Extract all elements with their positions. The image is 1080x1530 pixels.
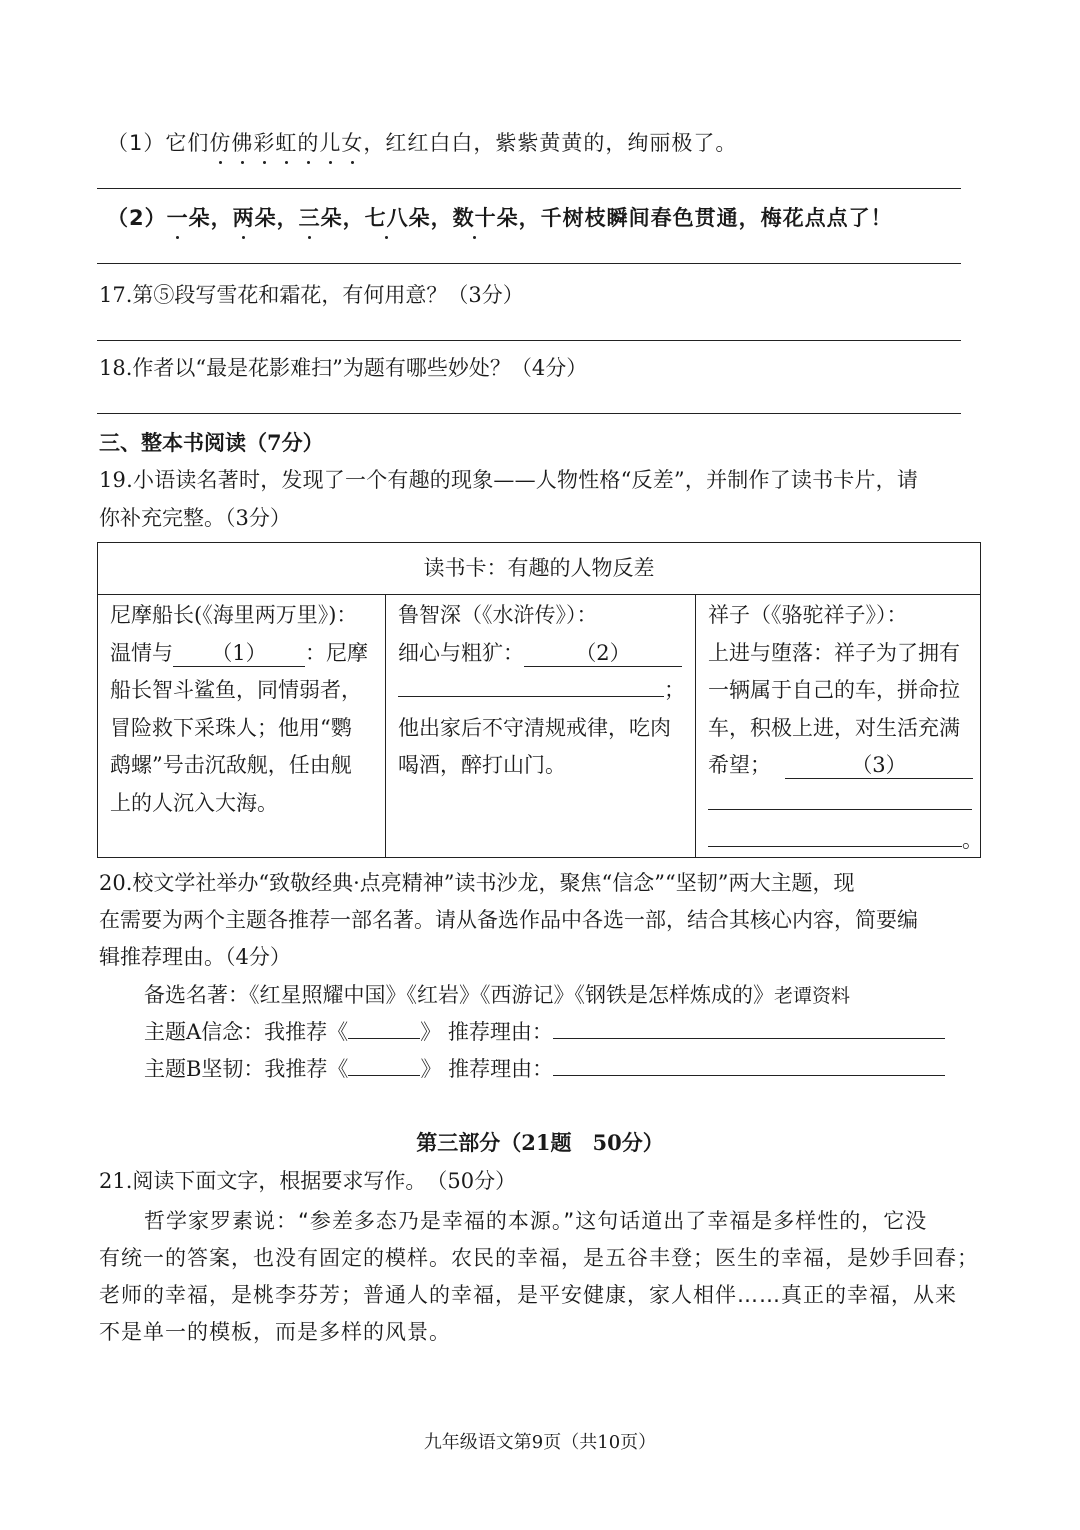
q16-item2-text: 朵， — [320, 206, 365, 230]
q20-line1: 20.校文学社举办“致敬经典·点亮精神”读书沙龙，聚焦“信念”“坚韧”两大主题，现 — [99, 871, 855, 895]
q20-line3: 辑推荐理由。（4分） — [99, 945, 291, 969]
q16-item1-prefix: （1）它们 — [107, 131, 210, 155]
section-title: 三、整本书阅读（7分） — [99, 430, 324, 455]
q20-options — [144, 980, 850, 1011]
card-text: 上进与堕落：祥子为了拥有 — [708, 640, 960, 665]
dotted-char: 一 — [167, 203, 189, 233]
q20-line2: 在需要为两个主题各推荐一部名著。请从备选作品中各选一部，结合其核心内容，简要编 — [99, 908, 918, 932]
dotted-char: 彩 — [253, 128, 275, 158]
page-footer: 九年级语文第9页（共10页） — [423, 1432, 657, 1453]
answer-blank-2[interactable]: （2） — [524, 640, 682, 667]
q21-p3: 老师的幸福，是桃李芬芳；普通人的幸福，是平安健康，家人相伴……真正的幸福，从来 — [99, 1283, 957, 1307]
reading-card-table — [97, 542, 981, 858]
card-text: 上的人沉入大海。 — [110, 790, 278, 815]
q21-line1: 21.阅读下面文字，根据要求写作。 （50分） — [99, 1169, 517, 1193]
answer-line[interactable] — [97, 340, 961, 341]
card-text: 一辆属于自己的车，拼命拉 — [708, 678, 960, 702]
card-text: 船长智斗鲨鱼，同情弱者， — [110, 678, 362, 702]
dotted-char: 仿 — [209, 128, 231, 158]
dotted-char: 数十 — [453, 203, 497, 233]
card-text-post: ：尼摩 — [305, 640, 368, 665]
q16-item2-suffix: 千树枝瞬间春色贯通，梅花点点了！ — [540, 206, 893, 230]
q16-item2-text: 朵， — [408, 206, 453, 230]
card-text: 车，积极上进，对生活充满 — [708, 715, 960, 740]
theme-a-label: 主题A信念：我推荐《 — [144, 1020, 349, 1044]
card-text — [110, 635, 375, 673]
card-text — [398, 672, 685, 710]
card-text: 喝酒，醉打山门。 — [398, 753, 566, 777]
answer-blank-1[interactable]: （1） — [173, 640, 305, 667]
card-text-pre: 温情与 — [110, 640, 173, 665]
q16-item2-text: 朵， — [254, 206, 299, 230]
answer-blank-3-cont[interactable] — [708, 846, 962, 847]
theme-b-label: 主题B坚韧：我推荐《 — [144, 1057, 349, 1081]
q21-p4: 不是单一的模板，而是多样的风景。 — [99, 1320, 451, 1344]
card-text: 冒险救下采珠人；他用“鹦 — [110, 715, 352, 740]
q16-item2 — [107, 203, 893, 233]
theme-a-reason-label: 》 推荐理由： — [420, 1020, 553, 1044]
card-text — [398, 635, 685, 673]
answer-blank-3-cont[interactable] — [708, 809, 972, 810]
card-text: 鹉螺”号击沉敌舰，任由舰 — [110, 753, 352, 777]
q16-item1-suffix: ，红红白白，紫紫黄黄的，绚丽极了。 — [363, 131, 738, 155]
card-col-nemo — [98, 595, 386, 857]
q21-p2: 有统一的答案，也没有固定的模样。农民的幸福，是五谷丰登；医生的幸福，是妙手回春； — [99, 1246, 979, 1270]
card-text-pre: 细心与粗犷： — [398, 640, 524, 665]
part-title: 第三部分（21题 50分） — [416, 1130, 664, 1155]
answer-line[interactable] — [97, 188, 961, 189]
dotted-char: 佛 — [231, 128, 253, 158]
dotted-char: 三 — [299, 203, 321, 233]
book-blank-a[interactable] — [348, 1038, 420, 1039]
card-text — [708, 747, 969, 785]
q17-text: 17.第⑤段写雪花和霜花，有何用意？（3分） — [99, 283, 524, 307]
answer-line[interactable] — [97, 263, 961, 264]
q21-p1: 哲学家罗素说：“参差多态乃是幸福的本源。”这句话道出了幸福是多样性的，它没 — [144, 1209, 928, 1233]
card-text — [708, 822, 983, 860]
q20-theme-a — [144, 1017, 945, 1047]
answer-blank-3[interactable]: （3） — [785, 752, 973, 779]
card-title: 读书卡：有趣的人物反差 — [98, 543, 980, 595]
q20-theme-b — [144, 1054, 945, 1084]
watermark: 老谭资料 — [774, 985, 851, 1007]
dotted-char: 七八 — [365, 203, 409, 233]
q16-item1 — [107, 128, 737, 158]
q18-text: 18.作者以“最是花影难扫”为题有哪些妙处？（4分） — [99, 356, 588, 380]
card-text — [708, 785, 969, 823]
card-text: 祥子（《骆驼祥子》）： — [708, 603, 908, 627]
dotted-char: 儿 — [319, 128, 341, 158]
dotted-char: 女 — [341, 128, 363, 158]
card-text: 尼摩船长(《海里两万里》)： — [110, 603, 358, 627]
card-col-luzhishen — [386, 595, 696, 857]
theme-b-reason-label: 》 推荐理由： — [420, 1057, 554, 1081]
q20-options-text: 备选名著：《红星照耀中国》《红岩》《西游记》《钢铁是怎样炼成的》 — [144, 983, 774, 1007]
q16-item2-prefix: （2） — [107, 206, 167, 230]
card-col-xiangzi — [696, 595, 983, 857]
dotted-char: 的 — [297, 128, 319, 158]
answer-blank-2-cont[interactable] — [398, 696, 664, 697]
card-text-pre: 希望； — [708, 753, 771, 777]
q19-line1: 19.小语读名著时，发现了一个有趣的现象——人物性格“反差”，并制作了读书卡片，请 — [99, 468, 919, 492]
answer-line[interactable] — [97, 413, 961, 414]
q16-item2-text: 朵， — [188, 206, 233, 230]
book-blank-b[interactable] — [348, 1075, 420, 1076]
q19-line2: 你补充完整。（3分） — [99, 506, 291, 530]
dotted-char: 虹 — [275, 128, 297, 158]
card-text-post: ； — [664, 678, 685, 702]
dotted-char: 两 — [233, 203, 255, 233]
card-text: 他出家后不守清规戒律，吃肉 — [398, 715, 671, 740]
reason-blank-a[interactable] — [553, 1038, 945, 1039]
card-text: 鲁智深（《水浒传》）： — [398, 603, 598, 627]
q16-item2-text: 朵， — [496, 206, 541, 230]
reason-blank-b[interactable] — [553, 1075, 945, 1076]
card-text-end: 。 — [962, 828, 983, 852]
